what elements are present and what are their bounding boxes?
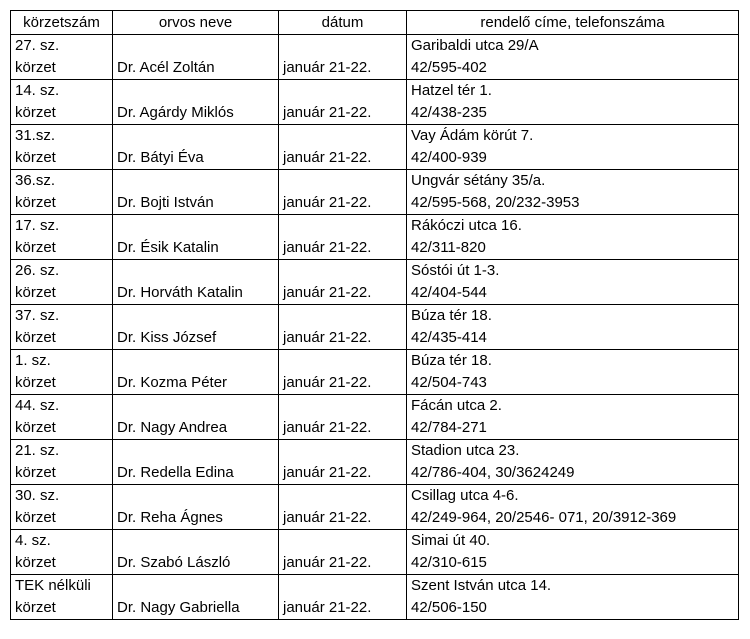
district-cell — [11, 440, 113, 485]
doctor-cell — [113, 125, 279, 170]
district-number: 21. sz. — [15, 442, 60, 459]
table-row — [11, 35, 739, 80]
address-phone: 42/506-150 — [411, 599, 487, 616]
doctor-cell — [113, 575, 279, 620]
district-label: körzet — [15, 419, 56, 436]
table-row — [11, 350, 739, 395]
district-number: 36.sz. — [15, 172, 56, 189]
district-cell — [11, 530, 113, 575]
address-street: Rákóczi utca 16. — [411, 217, 522, 234]
address-street: Hatzel tér 1. — [411, 82, 492, 99]
district-cell — [11, 485, 113, 530]
district-cell — [11, 305, 113, 350]
district-number: 26. sz. — [15, 262, 60, 279]
doctor-cell — [113, 440, 279, 485]
address-phone: 42/784-271 — [411, 419, 487, 436]
table-row — [11, 305, 739, 350]
district-label: körzet — [15, 329, 56, 346]
address-cell — [407, 575, 739, 620]
district-number: 27. sz. — [15, 37, 60, 54]
doctor-name: Dr. Ésik Katalin — [117, 239, 219, 256]
district-label: körzet — [15, 464, 56, 481]
district-label: körzet — [15, 284, 56, 301]
district-cell — [11, 575, 113, 620]
address-street: Ungvár sétány 35/a. — [411, 172, 546, 189]
doctor-name: Dr. Reha Ágnes — [117, 509, 223, 526]
address-phone: 42/400-939 — [411, 149, 487, 166]
address-street: Fácán utca 2. — [411, 397, 502, 414]
doctor-name: Dr. Nagy Andrea — [117, 419, 228, 436]
table-row — [11, 575, 739, 620]
address-cell — [407, 485, 739, 530]
district-cell — [11, 395, 113, 440]
date-cell — [279, 215, 407, 260]
address-cell — [407, 530, 739, 575]
date-value: január 21-22. — [283, 104, 372, 121]
date-cell — [279, 305, 407, 350]
date-value: január 21-22. — [283, 554, 372, 571]
date-cell — [279, 485, 407, 530]
table-row — [11, 395, 739, 440]
table-row — [11, 80, 739, 125]
doctor-cell — [113, 170, 279, 215]
address-phone: 42/249-964, 20/2546- 071, 20/3912-369 — [411, 509, 677, 526]
address-street: Garibaldi utca 29/A — [411, 37, 539, 54]
doctor-schedule-table — [10, 10, 739, 620]
doctor-cell — [113, 530, 279, 575]
address-cell — [407, 440, 739, 485]
district-cell — [11, 125, 113, 170]
date-cell — [279, 125, 407, 170]
table-header — [11, 11, 739, 35]
address-phone: 42/311-820 — [411, 239, 486, 256]
table-row — [11, 440, 739, 485]
district-cell — [11, 35, 113, 80]
address-street: Sóstói út 1-3. — [411, 262, 500, 279]
date-value: január 21-22. — [283, 284, 372, 301]
address-street: Stadion utca 23. — [411, 442, 520, 459]
address-street: Szent István utca 14. — [411, 577, 552, 594]
date-cell — [279, 350, 407, 395]
doctor-cell — [113, 260, 279, 305]
district-number: 1. sz. — [15, 352, 51, 369]
address-phone: 42/435-414 — [411, 329, 487, 346]
district-number: 17. sz. — [15, 217, 60, 234]
address-cell — [407, 125, 739, 170]
header-date: dátum — [279, 11, 407, 35]
address-cell — [407, 305, 739, 350]
address-cell — [407, 80, 739, 125]
date-value: január 21-22. — [283, 239, 372, 256]
header-doctor: orvos neve — [113, 11, 279, 35]
table-row — [11, 215, 739, 260]
district-number: TEK nélküli — [15, 577, 91, 594]
address-street: Vay Ádám körút 7. — [411, 127, 534, 144]
date-value: január 21-22. — [283, 329, 372, 346]
table-row — [11, 530, 739, 575]
doctor-name: Dr. Bátyi Éva — [117, 149, 204, 166]
doctor-name: Dr. Bojti István — [117, 194, 214, 211]
doctor-cell — [113, 395, 279, 440]
address-phone: 42/595-568, 20/232-3953 — [411, 194, 580, 211]
district-number: 37. sz. — [15, 307, 60, 324]
date-cell — [279, 530, 407, 575]
date-cell — [279, 260, 407, 305]
address-cell — [407, 350, 739, 395]
table-row — [11, 170, 739, 215]
district-label: körzet — [15, 554, 56, 571]
district-number: 31.sz. — [15, 127, 56, 144]
date-value: január 21-22. — [283, 59, 372, 76]
table-body — [11, 35, 739, 620]
address-phone: 42/310-615 — [411, 554, 487, 571]
district-cell — [11, 80, 113, 125]
address-phone: 42/404-544 — [411, 284, 487, 301]
doctor-cell — [113, 305, 279, 350]
address-street: Csillag utca 4-6. — [411, 487, 519, 504]
date-value: január 21-22. — [283, 419, 372, 436]
district-label: körzet — [15, 509, 56, 526]
doctor-cell — [113, 35, 279, 80]
address-cell — [407, 170, 739, 215]
district-number: 4. sz. — [15, 532, 51, 549]
doctor-cell — [113, 80, 279, 125]
district-label: körzet — [15, 599, 56, 616]
date-value: január 21-22. — [283, 464, 372, 481]
date-cell — [279, 440, 407, 485]
district-cell — [11, 350, 113, 395]
address-phone: 42/786-404, 30/3624249 — [411, 464, 575, 481]
district-label: körzet — [15, 104, 56, 121]
table-row — [11, 125, 739, 170]
header-address: rendelő címe, telefonszáma — [407, 11, 739, 35]
district-label: körzet — [15, 374, 56, 391]
table-row — [11, 260, 739, 305]
date-cell — [279, 80, 407, 125]
header-row — [11, 11, 739, 35]
date-value: január 21-22. — [283, 599, 372, 616]
doctor-cell — [113, 350, 279, 395]
district-number: 14. sz. — [15, 82, 60, 99]
district-label: körzet — [15, 59, 56, 76]
date-value: január 21-22. — [283, 149, 372, 166]
header-district: körzetszám — [11, 11, 113, 35]
address-phone: 42/504-743 — [411, 374, 487, 391]
doctor-name: Dr. Agárdy Miklós — [117, 104, 234, 121]
address-street: Búza tér 18. — [411, 307, 492, 324]
doctor-name: Dr. Nagy Gabriella — [117, 599, 240, 616]
district-cell — [11, 215, 113, 260]
address-phone: 42/595-402 — [411, 59, 487, 76]
district-label: körzet — [15, 149, 56, 166]
district-number: 30. sz. — [15, 487, 60, 504]
date-value: január 21-22. — [283, 374, 372, 391]
doctor-name: Dr. Kiss József — [117, 329, 217, 346]
district-number: 44. sz. — [15, 397, 60, 414]
district-cell — [11, 170, 113, 215]
district-cell — [11, 260, 113, 305]
date-cell — [279, 35, 407, 80]
address-cell — [407, 215, 739, 260]
address-street: Búza tér 18. — [411, 352, 492, 369]
district-label: körzet — [15, 194, 56, 211]
date-cell — [279, 575, 407, 620]
address-cell — [407, 395, 739, 440]
date-cell — [279, 395, 407, 440]
doctor-name: Dr. Kozma Péter — [117, 374, 228, 391]
doctor-name: Dr. Acél Zoltán — [117, 59, 215, 76]
doctor-name: Dr. Horváth Katalin — [117, 284, 243, 301]
doctor-name: Dr. Redella Edina — [117, 464, 234, 481]
address-street: Simai út 40. — [411, 532, 491, 549]
district-label: körzet — [15, 239, 56, 256]
date-value: január 21-22. — [283, 194, 372, 211]
doctor-cell — [113, 215, 279, 260]
address-cell — [407, 260, 739, 305]
table-row — [11, 485, 739, 530]
doctor-cell — [113, 485, 279, 530]
date-cell — [279, 170, 407, 215]
address-cell — [407, 35, 739, 80]
address-phone: 42/438-235 — [411, 104, 487, 121]
date-value: január 21-22. — [283, 509, 372, 526]
doctor-name: Dr. Szabó László — [117, 554, 231, 571]
